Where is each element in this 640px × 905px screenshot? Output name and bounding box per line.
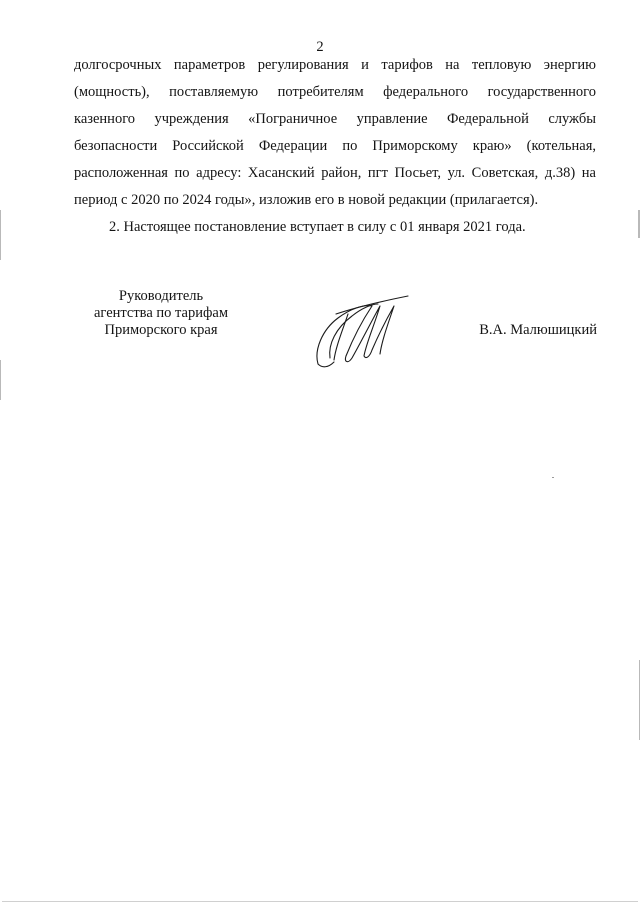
clause-2: 2. Настоящее постановление вступает в силу с 01 января 2021 года.	[109, 219, 526, 235]
body-line: долгосрочных параметров регулирования и тарифов на тепловую энергию	[74, 57, 596, 73]
scan-edge-mark	[0, 360, 1, 400]
body-line: безопасности Российской Федерации по Приморскому краю» (котельная,	[74, 138, 596, 154]
signatory-title-line: Руководитель	[118, 288, 204, 304]
signatory-title-line: агентства по тарифам	[94, 305, 228, 321]
scan-speck	[552, 477, 554, 478]
body-line: период с 2020 по 2024 годы», изложив его в новой редакции (прилагается).	[74, 192, 539, 208]
signatory-title	[80, 288, 242, 339]
scan-edge-mark	[0, 210, 1, 260]
document-body	[74, 52, 596, 241]
page-number: 2	[316, 39, 324, 55]
scan-bottom-edge	[2, 901, 638, 902]
signatory-title-line: Приморского края	[104, 322, 218, 338]
handwritten-signature-icon	[308, 292, 412, 370]
body-line: расположенная по адресу: Хасанский район, пгт Посьет, ул. Советская, д.38) на	[74, 165, 596, 181]
body-line: (мощность), поставляемую потребителям федерального государственного	[74, 84, 596, 100]
signatory-name: В.А. Малюшицкий	[479, 322, 597, 338]
body-line: казенного учреждения «Пограничное управление Федеральной службы	[74, 111, 596, 127]
